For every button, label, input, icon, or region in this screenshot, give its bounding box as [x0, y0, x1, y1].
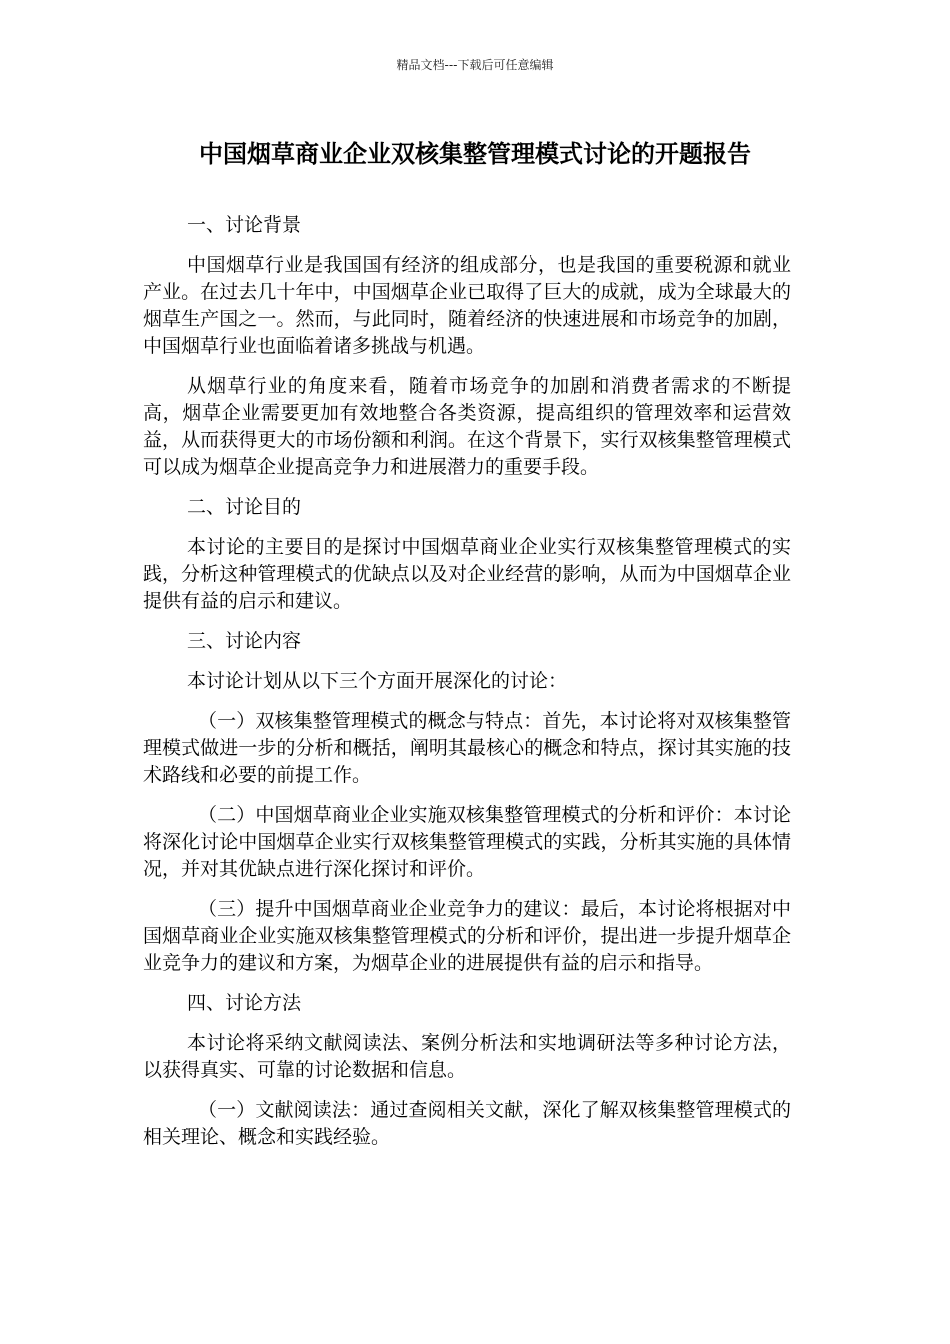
section-heading-content: 三、讨论内容	[187, 630, 302, 652]
paragraph: 中国烟草行业是我国国有经济的组成部分，也是我国的重要税源和就业产业。在过去几十年中，中国烟草企业已取得了巨大的成就，成为全球最大的烟草生产国之一。然而，与此同时，随着经济的快速进展和市场竞争的加剧，中国烟草行业也面临着诸多挑战与机遇。	[143, 254, 791, 357]
sub-paragraph: （二）中国烟草商业企业实施双核集整管理模式的分析和评价：本讨论将深化讨论中国烟草企业实行双核集整管理模式的实践，分析其实施的具体情况，并对其优缺点进行深化探讨和评价。	[143, 804, 791, 880]
document-body	[143, 212, 791, 1164]
sub-paragraph: （三）提升中国烟草商业企业竞争力的建议：最后，本讨论将根据对中国烟草商业企业实施双核集整管理模式的分析和评价，提出进一步提升烟草企业竞争力的建议和方案，为烟草企业的进展提供有益的启示和指导。	[143, 898, 791, 974]
paragraph: 本讨论的主要目的是探讨中国烟草商业企业实行双核集整管理模式的实践，分析这种管理模式的优缺点以及对企业经营的影响，从而为中国烟草企业提供有益的启示和建议。	[143, 536, 791, 612]
page-header: 精品文档---下载后可任意编辑	[396, 58, 554, 72]
paragraph: 从烟草行业的角度来看，随着市场竞争的加剧和消费者需求的不断提高，烟草企业需要更加有效地整合各类资源，提高组织的管理效率和运营效益，从而获得更大的市场份额和利润。在这个背景下，实行双核集整管理模式可以成为烟草企业提高竞争力和进展潜力的重要手段。	[143, 375, 791, 478]
sub-paragraph: （一）双核集整管理模式的概念与特点：首先，本讨论将对双核集整管理模式做进一步的分析和概括，阐明其最核心的概念和特点，探讨其实施的技术路线和必要的前提工作。	[143, 710, 791, 786]
document-title: 中国烟草商业企业双核集整管理模式讨论的开题报告	[199, 140, 751, 168]
sub-paragraph: （一）文献阅读法：通过查阅相关文献，深化了解双核集整管理模式的相关理论、概念和实践经验。	[143, 1099, 791, 1148]
paragraph: 本讨论将采纳文献阅读法、案例分析法和实地调研法等多种讨论方法，以获得真实、可靠的讨论数据和信息。	[143, 1032, 791, 1081]
section-heading-background: 一、讨论背景	[187, 214, 302, 236]
section-heading-purpose: 二、讨论目的	[187, 496, 302, 518]
paragraph: 本讨论计划从以下三个方面开展深化的讨论：	[187, 670, 568, 692]
section-heading-method: 四、讨论方法	[187, 992, 302, 1014]
